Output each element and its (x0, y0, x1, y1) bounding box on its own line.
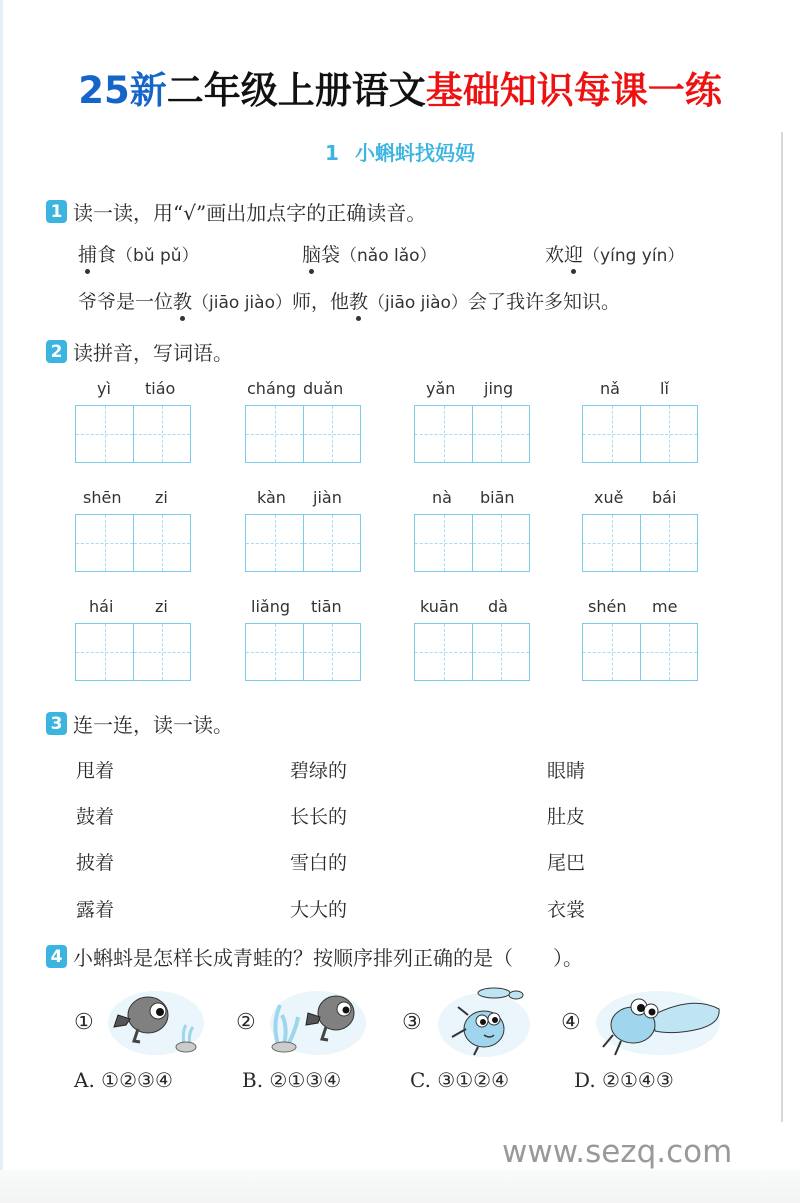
pinyin-options[interactable]: （jiāo jiào） (192, 293, 292, 313)
question-instruction: 读拼音，写词语。 (73, 341, 233, 365)
banner-prefix: 25新 (78, 69, 167, 112)
match-left-item[interactable]: 鼓着 (76, 806, 115, 828)
answer-option-c[interactable]: C. ③①②④ (410, 1068, 510, 1092)
match-middle-item[interactable]: 大大的 (290, 899, 348, 921)
lesson-number: 1 (325, 141, 339, 165)
dotted-character: 教 (173, 287, 192, 314)
pinyin-word-box: nǎ lǐ (582, 379, 698, 401)
match-left-item[interactable]: 披着 (76, 852, 115, 874)
match-left-item[interactable]: 露着 (76, 899, 115, 921)
stage-picture-4 (561, 985, 723, 1060)
answer-option-a[interactable]: A. ①②③④ (74, 1068, 173, 1092)
q1-item-1: 捕食（bǔ pǔ） (78, 240, 199, 267)
question-1-heading (46, 197, 426, 226)
writing-grid[interactable] (414, 623, 530, 681)
pinyin-word-box: yì tiáo (75, 379, 191, 401)
writing-grid[interactable] (75, 623, 191, 681)
writing-grid[interactable] (75, 405, 191, 463)
question-3-heading (46, 709, 233, 738)
lesson-name: 小蝌蚪找妈妈 (354, 141, 475, 165)
writing-grid[interactable] (582, 405, 698, 463)
question-number-badge: 3 (46, 712, 67, 735)
pinyin-word-box: liǎng tiān (245, 597, 361, 619)
writing-grid[interactable] (582, 623, 698, 681)
match-right-item[interactable]: 肚皮 (547, 806, 586, 828)
dotted-character: 迎 (564, 240, 583, 267)
banner-middle: 二年级上册语文 (166, 69, 426, 112)
match-right-item[interactable]: 眼睛 (547, 760, 586, 782)
writing-grid[interactable] (245, 405, 361, 463)
writing-grid[interactable] (245, 623, 361, 681)
question-number-badge: 1 (46, 200, 67, 223)
page-bottom-shade (0, 1170, 800, 1203)
dotted-character: 捕 (78, 240, 97, 267)
pinyin-options[interactable]: （jiāo jiào） (368, 293, 468, 313)
pinyin-options[interactable]: （yíng yín） (583, 246, 685, 266)
picture-label: ③ (402, 1010, 422, 1035)
picture-label: ① (74, 1010, 94, 1035)
watermark: www.sezq.com (502, 1134, 733, 1170)
answer-option-b[interactable]: B. ②①③④ (242, 1068, 342, 1092)
tadpole-near-seaweed-icon (268, 985, 368, 1060)
match-middle-item[interactable]: 长长的 (290, 806, 348, 828)
question-number-badge: 4 (46, 945, 67, 968)
dotted-character: 脑 (302, 240, 321, 267)
pinyin-word-box: shēn zi (75, 488, 191, 510)
pinyin-word-box: hái zi (75, 597, 191, 619)
pinyin-word-box: kuān dà (414, 597, 530, 619)
question-instruction: 连一连，读一读。 (73, 713, 233, 737)
question-4-heading (46, 942, 583, 971)
pinyin-options[interactable]: （nǎo lǎo） (340, 246, 437, 266)
match-middle-item[interactable]: 碧绿的 (290, 760, 348, 782)
pinyin-word-box: cháng duǎn (245, 379, 361, 401)
picture-label: ④ (561, 1010, 581, 1035)
growth-stage-pictures (0, 985, 800, 1060)
pinyin-options[interactable]: （bǔ pǔ） (116, 246, 199, 266)
banner-suffix: 基础知识每课一练 (425, 69, 722, 112)
q1-item-3: 欢迎（yíng yín） (545, 240, 684, 267)
pinyin-word-box: yǎn jing (414, 379, 530, 401)
young-frog-icon (434, 985, 534, 1060)
q1-item-2: 脑袋（nǎo lǎo） (302, 240, 437, 267)
question-2-heading (46, 337, 233, 366)
lesson-title (0, 137, 800, 166)
dotted-character: 教 (349, 287, 368, 314)
writing-grid[interactable] (414, 514, 530, 572)
pinyin-word-box: xuě bái (582, 488, 698, 510)
stage-picture-3 (402, 985, 534, 1060)
banner-title (0, 66, 800, 116)
writing-grid[interactable] (245, 514, 361, 572)
pinyin-word-box: kàn jiàn (245, 488, 361, 510)
match-left-item[interactable]: 甩着 (76, 760, 115, 782)
answer-option-d[interactable]: D. ②①④③ (574, 1068, 674, 1092)
pinyin-word-box: nà biān (414, 488, 530, 510)
match-right-item[interactable]: 衣裳 (547, 899, 586, 921)
writing-grid[interactable] (75, 514, 191, 572)
froglet-with-tail-icon (593, 985, 723, 1060)
stage-picture-2 (236, 985, 368, 1060)
question-instruction: 读一读，用“√”画出加点字的正确读音。 (73, 201, 427, 225)
picture-label: ② (236, 1010, 256, 1035)
match-right-item[interactable]: 尾巴 (547, 852, 586, 874)
question-number-badge: 2 (46, 340, 67, 363)
writing-grid[interactable] (582, 514, 698, 572)
page-rule-right (781, 132, 783, 1122)
stage-picture-1 (74, 985, 206, 1060)
writing-grid[interactable] (414, 405, 530, 463)
match-middle-item[interactable]: 雪白的 (290, 852, 348, 874)
pinyin-word-box: shén me (582, 597, 698, 619)
tadpole-back-legs-icon (106, 985, 206, 1060)
q1-sentence: 爷爷是一位教（jiāo jiào）师，他教（jiāo jiào）会了我许多知识。 (78, 287, 620, 314)
question-instruction: 小蝌蚪是怎样长成青蛙的？按顺序排列正确的是（ ）。 (73, 946, 583, 970)
